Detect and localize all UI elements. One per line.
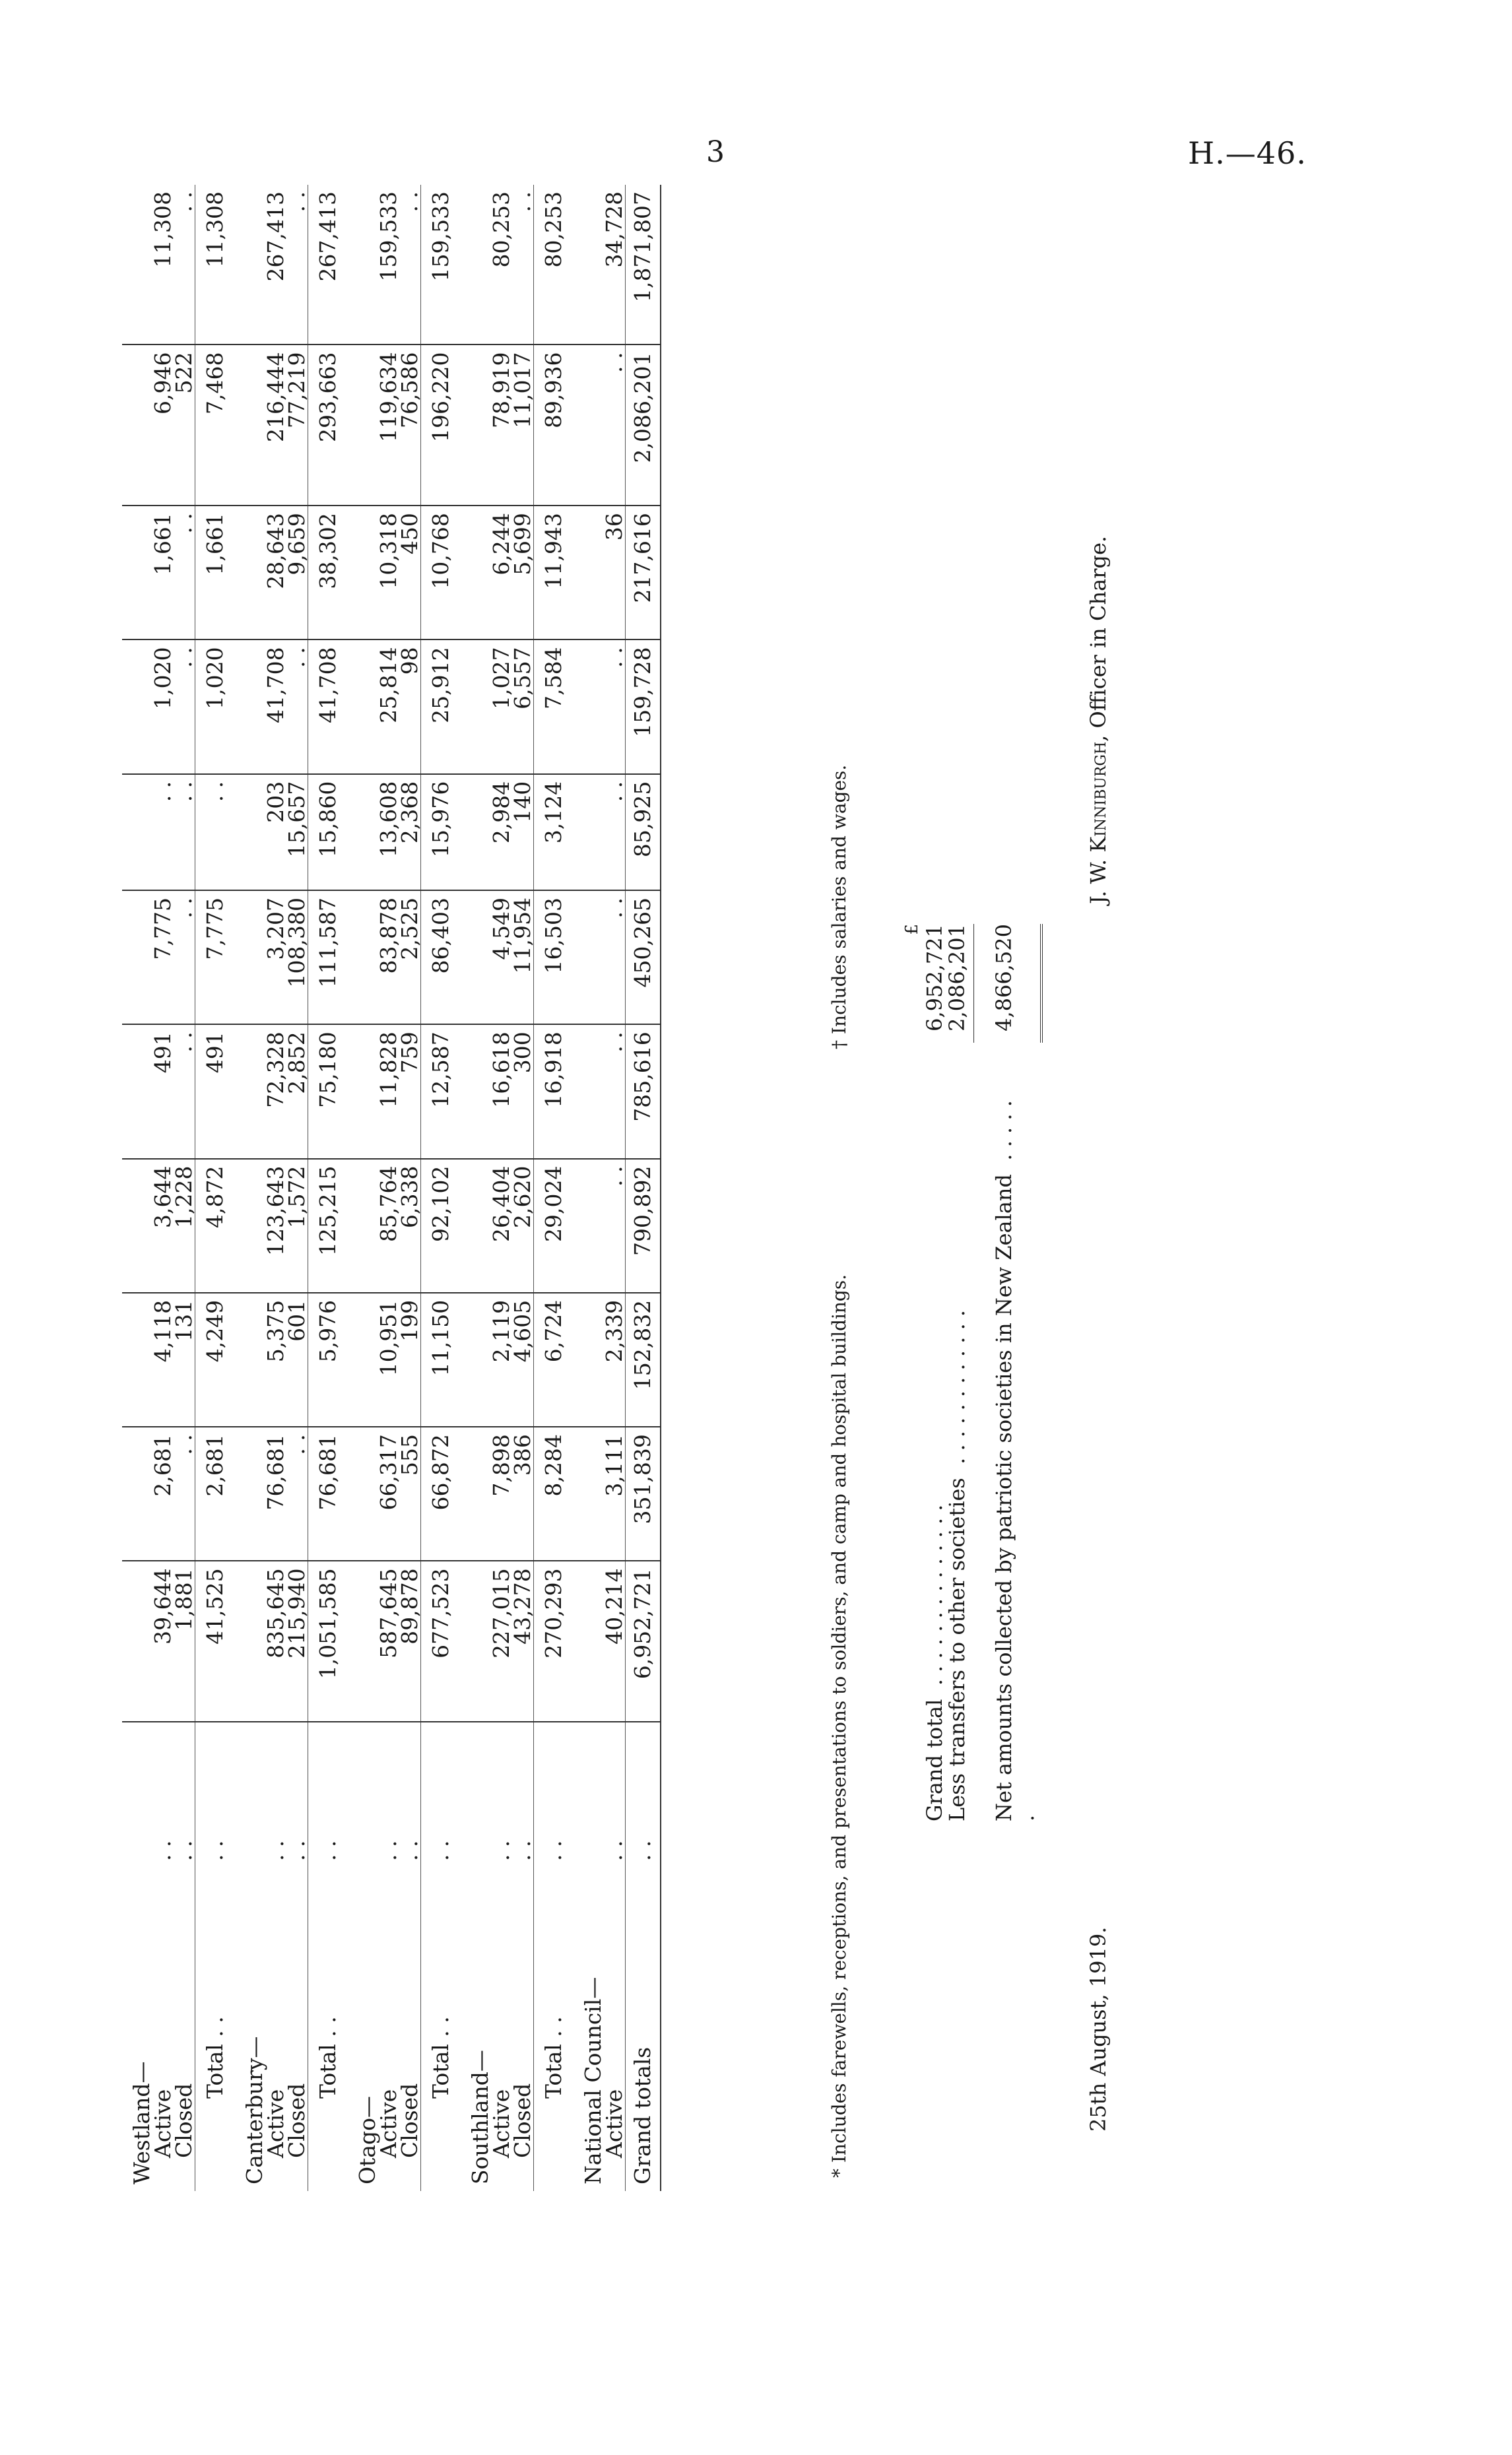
total-row xyxy=(421,185,461,2191)
table-cell: 25,912 xyxy=(421,639,461,773)
table-cell: 36 xyxy=(604,506,626,639)
leader-dots: . . xyxy=(601,1840,627,1861)
signature-initials: J. W. xyxy=(1086,859,1111,904)
row-label-text: Active xyxy=(601,2089,627,2158)
leader-dots: . . xyxy=(150,1840,176,1861)
table-cell: 1,572 xyxy=(286,1159,308,1293)
table-cell: 83,878 xyxy=(378,890,399,1024)
table-cell: . . xyxy=(286,639,308,773)
table-cell: 4,118 xyxy=(152,1293,174,1427)
table-cell: 6,946 xyxy=(152,345,174,506)
table-cell: 270,293 xyxy=(534,1561,574,1722)
table-cell: 80,253 xyxy=(491,185,512,345)
table-cell: . . xyxy=(174,185,195,345)
row-label xyxy=(574,1722,604,2191)
table-cell xyxy=(461,345,491,506)
region-row xyxy=(574,185,604,2191)
leader-dots: . . xyxy=(630,1840,655,1861)
table-cell: . . xyxy=(195,774,236,890)
less-transfers-row xyxy=(946,924,968,1821)
table-cell: 491 xyxy=(195,1024,236,1158)
row-label-text: National Council— xyxy=(580,1977,606,2184)
table-cell: 125,215 xyxy=(308,1159,348,1293)
row-label xyxy=(421,1722,461,2191)
document-code: H.—46. xyxy=(1188,135,1307,171)
table-cell: 123,643 xyxy=(265,1159,286,1293)
table-cell xyxy=(461,185,491,345)
table-cell xyxy=(122,345,152,506)
table-cell xyxy=(574,1024,604,1158)
table-cell xyxy=(122,1024,152,1158)
table-cell xyxy=(348,185,378,345)
row-label-text: Closed xyxy=(397,2083,422,2158)
row-label-text: Closed xyxy=(171,2083,197,2158)
table-cell xyxy=(348,1024,378,1158)
region-row xyxy=(235,185,265,2191)
table-cell: 13,608 xyxy=(378,774,399,890)
table-cell xyxy=(235,890,265,1024)
region-row xyxy=(348,185,378,2191)
table-cell xyxy=(574,639,604,773)
table-row xyxy=(174,185,195,2191)
grand-total-row xyxy=(923,924,946,1821)
table-cell xyxy=(348,639,378,773)
table-cell: 216,444 xyxy=(265,345,286,506)
row-label xyxy=(601,1722,627,2191)
table-cell: 4,249 xyxy=(195,1293,236,1427)
table-cell: 29,024 xyxy=(534,1159,574,1293)
table-cell: 78,919 xyxy=(491,345,512,506)
table-cell: 6,244 xyxy=(491,506,512,639)
row-label xyxy=(195,1722,236,2191)
table-cell: 15,860 xyxy=(308,774,348,890)
table-cell: 11,017 xyxy=(512,345,534,506)
row-label-text: Active xyxy=(150,2089,176,2158)
table-cell xyxy=(461,1561,491,1722)
row-label xyxy=(348,1722,378,2191)
table-cell xyxy=(122,1561,152,1722)
leader-dots: . . . . . . . . . . . . . . xyxy=(922,1504,947,1686)
footnote-dagger: † Includes salaries and wages. xyxy=(828,764,850,1049)
net-amount-label: Net amounts collected by patriotic societies in New Zealand xyxy=(991,1173,1016,1821)
leader-dots: . . xyxy=(202,1840,228,1861)
table-cell xyxy=(122,1427,152,1561)
table-cell: 351,839 xyxy=(626,1427,661,1561)
table-cell xyxy=(122,639,152,773)
table-cell: . . xyxy=(152,774,174,890)
table-cell xyxy=(122,774,152,890)
signature-name: Kinniburgh xyxy=(1086,741,1111,853)
table-cell: 491 xyxy=(152,1024,174,1158)
row-label-text: Total . . xyxy=(202,2016,228,2099)
table-cell: 6,952,721 xyxy=(626,1561,661,1722)
table-cell: 108,380 xyxy=(286,890,308,1024)
table-cell: 39,644 xyxy=(152,1561,174,1722)
table-cell xyxy=(235,345,265,506)
table-cell: 3,644 xyxy=(152,1159,174,1293)
table-cell xyxy=(235,1561,265,1722)
row-label-text: Westland— xyxy=(129,2061,154,2184)
table-cell: 12,587 xyxy=(421,1024,461,1158)
summary-block xyxy=(901,924,1043,1821)
row-label-text: Total . . xyxy=(428,2016,453,2099)
table-cell: 8,284 xyxy=(534,1427,574,1561)
table-cell: 2,119 xyxy=(491,1293,512,1427)
table-cell: 77,219 xyxy=(286,345,308,506)
leader-dots: . . . . . . xyxy=(991,1100,1039,1821)
table-cell: 16,918 xyxy=(534,1024,574,1158)
table-cell: 140 xyxy=(512,774,534,890)
table-cell: 16,618 xyxy=(491,1024,512,1158)
page-number: 3 xyxy=(706,135,725,169)
table-cell: . . xyxy=(174,774,195,890)
row-label-text: Active xyxy=(488,2089,514,2158)
grand-total-row xyxy=(626,185,661,2191)
table-cell: 11,943 xyxy=(534,506,574,639)
table-cell xyxy=(348,1427,378,1561)
table-cell: 2,368 xyxy=(399,774,421,890)
table-cell: 28,643 xyxy=(265,506,286,639)
table-cell: . . xyxy=(174,506,195,639)
table-cell xyxy=(348,890,378,1024)
table-cell xyxy=(574,774,604,890)
table-cell: . . xyxy=(174,1024,195,1158)
table-row xyxy=(286,185,308,2191)
leader-dots: . . xyxy=(541,1840,566,1861)
table-cell: 3,124 xyxy=(534,774,574,890)
table-cell: 41,708 xyxy=(308,639,348,773)
table-cell xyxy=(235,774,265,890)
table-cell: . . xyxy=(604,1024,626,1158)
leader-dots: . . xyxy=(397,1840,422,1861)
row-label xyxy=(308,1722,348,2191)
table-cell: 15,976 xyxy=(421,774,461,890)
table-cell: 227,015 xyxy=(491,1561,512,1722)
table-cell: . . xyxy=(604,345,626,506)
table-cell xyxy=(348,506,378,639)
table-cell: 75,180 xyxy=(308,1024,348,1158)
table-cell: 89,936 xyxy=(534,345,574,506)
table-cell: 159,533 xyxy=(378,185,399,345)
table-cell: 386 xyxy=(512,1427,534,1561)
table-cell xyxy=(235,1427,265,1561)
table-cell xyxy=(122,185,152,345)
row-label xyxy=(399,1722,421,2191)
table-cell: 450,265 xyxy=(626,890,661,1024)
table-cell: 2,852 xyxy=(286,1024,308,1158)
table-cell: 34,728 xyxy=(604,185,626,345)
table-cell xyxy=(461,639,491,773)
leader-dots: . . xyxy=(263,1840,288,1861)
table-cell: 196,220 xyxy=(421,345,461,506)
table-cell: 217,616 xyxy=(626,506,661,639)
leader-dots: . . xyxy=(488,1840,514,1861)
table-cell xyxy=(461,1427,491,1561)
table-cell: . . xyxy=(286,185,308,345)
table-cell: 4,605 xyxy=(512,1293,534,1427)
table-cell: 38,302 xyxy=(308,506,348,639)
table-cell xyxy=(574,1561,604,1722)
net-amount-row xyxy=(993,924,1037,1821)
table-cell: . . xyxy=(512,185,534,345)
table-cell: 80,253 xyxy=(534,185,574,345)
table-cell xyxy=(461,1024,491,1158)
table-cell: 601 xyxy=(286,1293,308,1427)
table-cell: 72,328 xyxy=(265,1024,286,1158)
table-cell: 293,663 xyxy=(308,345,348,506)
row-label-text: Closed xyxy=(284,2083,310,2158)
table-cell: 2,620 xyxy=(512,1159,534,1293)
table-cell: 6,338 xyxy=(399,1159,421,1293)
table-cell: 2,086,201 xyxy=(626,345,661,506)
row-label-text: Active xyxy=(263,2089,288,2158)
table-cell: 2,525 xyxy=(399,890,421,1024)
leader-dots: . . xyxy=(171,1840,197,1861)
table-cell: 3,111 xyxy=(604,1427,626,1561)
table-cell: 7,775 xyxy=(152,890,174,1024)
table-cell: 11,308 xyxy=(152,185,174,345)
row-label-text: Active xyxy=(376,2089,401,2158)
table-cell xyxy=(348,1561,378,1722)
table-cell: 92,102 xyxy=(421,1159,461,1293)
table-cell: 66,317 xyxy=(378,1427,399,1561)
table-cell: 26,404 xyxy=(491,1159,512,1293)
table-cell: 7,898 xyxy=(491,1427,512,1561)
table-cell: 450 xyxy=(399,506,421,639)
less-transfers-value: 2,086,201 xyxy=(944,924,970,1031)
table-cell xyxy=(461,506,491,639)
table-cell: 790,892 xyxy=(626,1159,661,1293)
table-cell: 25,814 xyxy=(378,639,399,773)
table-cell xyxy=(235,1159,265,1293)
table-cell: 2,681 xyxy=(195,1427,236,1561)
row-label-text: Total . . xyxy=(315,2016,341,2099)
table-cell: 7,468 xyxy=(195,345,236,506)
table-cell: 40,214 xyxy=(604,1561,626,1722)
row-label xyxy=(235,1722,265,2191)
table-cell: 66,872 xyxy=(421,1427,461,1561)
row-label xyxy=(171,1722,197,2191)
table-cell xyxy=(235,506,265,639)
row-label-text: Southland— xyxy=(467,2050,493,2184)
table-cell: 300 xyxy=(512,1024,534,1158)
table-cell: 1,661 xyxy=(152,506,174,639)
table-cell xyxy=(574,185,604,345)
table-cell: 1,881 xyxy=(174,1561,195,1722)
table-cell: . . xyxy=(174,1427,195,1561)
table-cell: 4,872 xyxy=(195,1159,236,1293)
report-date: 25th August, 1919. xyxy=(1086,1926,1111,2132)
table-cell: 76,681 xyxy=(308,1427,348,1561)
table-cell: 119,634 xyxy=(378,345,399,506)
net-amount-value: 4,866,520 xyxy=(991,924,1016,1031)
table-cell: 41,525 xyxy=(195,1561,236,1722)
table-cell xyxy=(574,890,604,1024)
table-cell: 76,681 xyxy=(265,1427,286,1561)
table-cell xyxy=(461,1159,491,1293)
table-cell xyxy=(461,1293,491,1427)
table-cell xyxy=(122,890,152,1024)
total-row xyxy=(308,185,348,2191)
table-cell xyxy=(122,1159,152,1293)
table-cell: 11,828 xyxy=(378,1024,399,1158)
table-cell xyxy=(461,890,491,1024)
table-cell xyxy=(348,1159,378,1293)
table-cell: 1,020 xyxy=(195,639,236,773)
table-cell: 76,586 xyxy=(399,345,421,506)
table-cell xyxy=(235,1293,265,1427)
signature xyxy=(1086,536,1111,904)
table-cell: 15,657 xyxy=(286,774,308,890)
total-row xyxy=(195,185,236,2191)
table-cell xyxy=(574,1427,604,1561)
table-cell: 10,951 xyxy=(378,1293,399,1427)
table-row xyxy=(399,185,421,2191)
table-cell: 85,764 xyxy=(378,1159,399,1293)
table-row xyxy=(604,185,626,2191)
table-cell: 555 xyxy=(399,1427,421,1561)
table-cell: . . xyxy=(174,639,195,773)
table-cell: 1,661 xyxy=(195,506,236,639)
table-cell: 522 xyxy=(174,345,195,506)
table-cell: . . xyxy=(604,1159,626,1293)
table-cell: 11,308 xyxy=(195,185,236,345)
table-cell: 267,413 xyxy=(265,185,286,345)
table-cell xyxy=(235,1024,265,1158)
table-cell: . . xyxy=(399,185,421,345)
table-cell: 10,318 xyxy=(378,506,399,639)
total-row xyxy=(534,185,574,2191)
grand-total-label: Grand total xyxy=(922,1699,947,1821)
table-cell: . . xyxy=(604,890,626,1024)
table-cell: 98 xyxy=(399,639,421,773)
row-label xyxy=(286,1722,308,2191)
table-cell xyxy=(122,506,152,639)
grand-total-value: 6,952,721 xyxy=(922,924,947,1031)
table-cell xyxy=(235,639,265,773)
table-cell: 5,976 xyxy=(308,1293,348,1427)
table-cell: 2,984 xyxy=(491,774,512,890)
summary-rule xyxy=(973,924,974,1043)
table-cell: 587,645 xyxy=(378,1561,399,1722)
table-cell: 85,925 xyxy=(626,774,661,890)
table-cell: 2,339 xyxy=(604,1293,626,1427)
region-row xyxy=(461,185,491,2191)
table-cell: 1,027 xyxy=(491,639,512,773)
table-cell: 6,724 xyxy=(534,1293,574,1427)
table-cell: 1,871,807 xyxy=(626,185,661,345)
row-label-text: Canterbury— xyxy=(242,2036,267,2184)
table-cell: 7,584 xyxy=(534,639,574,773)
table-cell: 43,278 xyxy=(512,1561,534,1722)
table-cell: 199 xyxy=(399,1293,421,1427)
row-label xyxy=(534,1722,574,2191)
table-cell: 7,775 xyxy=(195,890,236,1024)
table-cell: 16,503 xyxy=(534,890,574,1024)
table-cell: 41,708 xyxy=(265,639,286,773)
row-label-text: Closed xyxy=(509,2083,535,2158)
rotated-table-block xyxy=(122,185,1111,2191)
summary-double-rule xyxy=(1040,924,1043,1043)
leader-dots: . . . . . . . . . . . . xyxy=(944,1309,970,1464)
table-cell xyxy=(348,345,378,506)
table-cell xyxy=(461,774,491,890)
table-cell xyxy=(348,1293,378,1427)
table-cell: 2,681 xyxy=(152,1427,174,1561)
table-cell: 5,699 xyxy=(512,506,534,639)
table-cell: . . xyxy=(604,774,626,890)
table-cell xyxy=(122,1293,152,1427)
table-cell: 6,557 xyxy=(512,639,534,773)
table-cell xyxy=(574,345,604,506)
row-label xyxy=(461,1722,491,2191)
row-label-text: Grand totals xyxy=(630,2046,655,2184)
table-cell: 1,228 xyxy=(174,1159,195,1293)
table-cell: 11,150 xyxy=(421,1293,461,1427)
table-cell: 9,659 xyxy=(286,506,308,639)
table-cell: 89,878 xyxy=(399,1561,421,1722)
leader-dots: . . xyxy=(428,1840,453,1861)
table-cell xyxy=(574,1159,604,1293)
patriotic-funds-table xyxy=(122,185,661,2191)
table-cell: 203 xyxy=(265,774,286,890)
table-cell: 131 xyxy=(174,1293,195,1427)
signature-title: , Officer in Charge. xyxy=(1086,535,1111,742)
table-cell: 785,616 xyxy=(626,1024,661,1158)
table-cell: 152,832 xyxy=(626,1293,661,1427)
table-cell: 111,587 xyxy=(308,890,348,1024)
table-cell: 159,533 xyxy=(421,185,461,345)
table-row xyxy=(512,185,534,2191)
table-cell xyxy=(574,506,604,639)
currency-symbol: £ xyxy=(902,924,922,935)
table-cell: 677,523 xyxy=(421,1561,461,1722)
table-cell: 759 xyxy=(399,1024,421,1158)
table-cell: 1,020 xyxy=(152,639,174,773)
table-cell: 1,051,585 xyxy=(308,1561,348,1722)
table-cell: 5,375 xyxy=(265,1293,286,1427)
row-label-text: Otago— xyxy=(354,2096,380,2184)
table-cell: 835,645 xyxy=(265,1561,286,1722)
less-transfers-label: Less transfers to other societies xyxy=(944,1478,970,1821)
row-label xyxy=(122,1722,152,2191)
leader-dots: . . xyxy=(284,1840,310,1861)
leader-dots: . . xyxy=(315,1840,341,1861)
table-cell xyxy=(348,774,378,890)
table-cell xyxy=(235,185,265,345)
table-cell: . . xyxy=(174,890,195,1024)
leader-dots: . . xyxy=(509,1840,535,1861)
region-row xyxy=(122,185,152,2191)
row-label xyxy=(626,1722,661,2191)
row-label-text: Total . . xyxy=(541,2016,566,2099)
table-cell: 3,207 xyxy=(265,890,286,1024)
table-cell: 159,728 xyxy=(626,639,661,773)
leader-dots: . . xyxy=(376,1840,401,1861)
footnote-star: * Includes farewells, receptions, and presentations to soldiers, and camp and hospital buildings. xyxy=(828,1274,850,2178)
table-cell: . . xyxy=(604,639,626,773)
table-cell: . . xyxy=(286,1427,308,1561)
table-cell: 10,768 xyxy=(421,506,461,639)
table-cell: 4,549 xyxy=(491,890,512,1024)
table-cell: 215,940 xyxy=(286,1561,308,1722)
row-label xyxy=(509,1722,535,2191)
table-cell: 86,403 xyxy=(421,890,461,1024)
table-cell xyxy=(574,1293,604,1427)
table-cell: 11,954 xyxy=(512,890,534,1024)
table-cell: 267,413 xyxy=(308,185,348,345)
